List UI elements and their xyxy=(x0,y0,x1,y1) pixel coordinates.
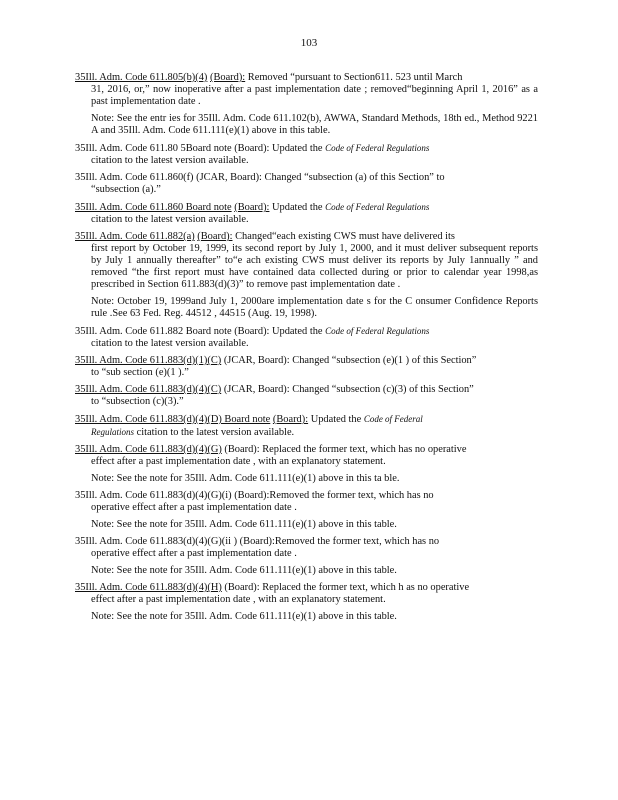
entry-note: Note: See the note for 35Ill. Adm. Code 611.111(e)(1) above in this ta ble. xyxy=(91,473,400,484)
entries-list xyxy=(75,72,538,628)
entry-611-805-b-4 xyxy=(75,72,538,137)
entry-author: (Board): xyxy=(209,72,246,83)
entry-611-883-d-4-g-ii xyxy=(75,536,538,577)
entry-ref: 35Ill. Adm. Code 611.883(d)(4)(G) xyxy=(75,444,222,455)
entry-ref: 35Ill. Adm. Code 611.883(d)(4)(D) Board note xyxy=(75,414,271,425)
entry-ref: 35Ill. Adm. Code 611.882 Board note (Board): xyxy=(75,326,270,337)
entry-ref: 35Ill. Adm. Code 611.883(d)(4)(G)(ii ) (Board):Removed xyxy=(75,536,315,547)
cfr-title: Code of Federal xyxy=(363,414,423,424)
entry-611-883-d-4-g-i xyxy=(75,490,538,531)
entry-author: (Board): xyxy=(224,444,260,455)
entry-text: Replaced the former text, which has no operative xyxy=(262,444,467,455)
entry-continuation: citation to the latest version available. xyxy=(91,338,249,349)
entry-611-882-board-note xyxy=(75,325,538,350)
entry-611-883-d-4-d-board-note xyxy=(75,413,538,439)
cfr-title: Code of Federal Regulations xyxy=(325,202,430,212)
cfr-title: Code of Federal Regulations xyxy=(325,326,430,336)
entry-continuation: to “subsection (c)(3).” xyxy=(91,396,184,407)
entry-author: (JCAR, Board): xyxy=(223,355,290,366)
entry-continuation: citation to the latest version available. xyxy=(91,214,249,225)
entry-ref: 35Ill. Adm. Code 611.883(d)(1)(C) xyxy=(75,355,222,366)
entry-ref: 35Ill. Adm. Code 611.883(d)(4)(H) xyxy=(75,582,222,593)
entry-ref: 35Ill. Adm. Code 611.883(d)(4)(G)(i) (Board):Removed xyxy=(75,490,310,501)
entry-text: Changed“each existing CWS must have delivered its xyxy=(235,231,455,242)
entry-continuation: effect after a past implementation date , with an explanatory statement. xyxy=(91,456,386,467)
entry-continuation: operative effect after a past implementation date . xyxy=(91,548,297,559)
entry-note: Note: See the note for 35Ill. Adm. Code 611.111(e)(1) above in this table. xyxy=(91,519,397,530)
entry-continuation: to “sub section (e)(1 ).” xyxy=(91,367,189,378)
entry-continuation: first report by October 19, 1999, its second report by July 1, 2000, and it must deliver subsequent reports by July 1 annually thereafter” to“e ach existing CWS must deliver its reports by July 1annually ” and removed “the first report must have contained data collected during or prior to calendar year 1998,as prescribed in Section 611.883(d)(3)” to remove past implementation date . xyxy=(91,243,538,290)
entry-611-883-d-4-g xyxy=(75,444,538,485)
entry-note: Note: See the entr ies for 35Ill. Adm. Code 611.102(b), AWWA, Standard Methods, 18th ed., Method 9221 A and 35Ill. Adm. Code 611.111(e)(1) above in this table. xyxy=(91,113,538,136)
entry-note: Note: October 19, 1999and July 1, 2000are implementation date s for the C onsumer Confidence Reports rule .See 63 Fed. Reg. 44512 , 44515 (Aug. 19, 1998). xyxy=(91,296,538,319)
entry-ref: 35Ill. Adm. Code 611.860 Board note xyxy=(75,202,232,213)
page-number: 103 xyxy=(300,37,318,49)
entry-text: Changed “subsection (e)(1 ) of this Section” xyxy=(292,355,477,366)
entry-text: Updated the xyxy=(272,143,323,154)
entry-ref: 35Ill. Adm. Code 611.80 5Board note (Board): xyxy=(75,143,270,154)
entry-continuation: 31, 2016, or,” now inoperative after a past implementation date ; removed“beginning April 1, 2016” as a past implementation date . xyxy=(91,84,538,107)
entry-text: Replaced the former text, which h as no operative xyxy=(262,582,470,593)
entry-note: Note: See the note for 35Ill. Adm. Code 611.111(e)(1) above in this table. xyxy=(91,565,397,576)
entry-continuation: citation to the latest version available. xyxy=(91,155,249,166)
entry-text: the former text, which has no xyxy=(317,536,440,547)
entry-611-860-board-note xyxy=(75,201,538,226)
entry-continuation: citation to the latest version available. xyxy=(136,427,295,438)
entry-continuation: operative effect after a past implementation date . xyxy=(91,502,297,513)
entry-text: Changed “subsection (c)(3) of this Section” xyxy=(292,384,474,395)
entry-ref: 35Ill. Adm. Code 611.860(f) (JCAR, Board): xyxy=(75,172,262,183)
entry-continuation: effect after a past implementation date , with an explanatory statement. xyxy=(91,594,386,605)
entry-611-883-d-1-c xyxy=(75,355,538,379)
entry-author: (Board): xyxy=(197,231,233,242)
entry-ref: 35Ill. Adm. Code 611.805(b)(4) xyxy=(75,72,208,83)
entry-author: (JCAR, Board): xyxy=(223,384,290,395)
entry-611-805-board-note xyxy=(75,142,538,167)
entry-author: (Board): xyxy=(272,414,309,425)
entry-text: Removed “pursuant to Section611. 523 until March xyxy=(247,72,463,83)
entry-author: (Board): xyxy=(234,202,270,213)
entry-note: Note: See the note for 35Ill. Adm. Code 611.111(e)(1) above in this table. xyxy=(91,611,397,622)
entry-continuation: “subsection (a).” xyxy=(91,184,161,195)
entry-text: Changed “subsection (a) of this Section” to xyxy=(264,172,445,183)
entry-text: Updated the xyxy=(272,326,323,337)
entry-611-883-d-4-c xyxy=(75,384,538,408)
entry-611-860-f xyxy=(75,172,538,196)
entry-ref: 35Ill. Adm. Code 611.882(a) xyxy=(75,231,195,242)
entry-ref: 35Ill. Adm. Code 611.883(d)(4)(C) xyxy=(75,384,222,395)
entry-611-882-a xyxy=(75,231,538,320)
cfr-title-continued: Regulations xyxy=(91,427,134,437)
entry-text: the former text, which has no xyxy=(311,490,434,501)
entry-text: Updated the xyxy=(272,202,323,213)
entry-611-883-d-4-h xyxy=(75,582,538,623)
entry-author: (Board): xyxy=(224,582,260,593)
cfr-title: Code of Federal Regulations xyxy=(325,143,430,153)
entry-text: Updated the xyxy=(310,414,362,425)
